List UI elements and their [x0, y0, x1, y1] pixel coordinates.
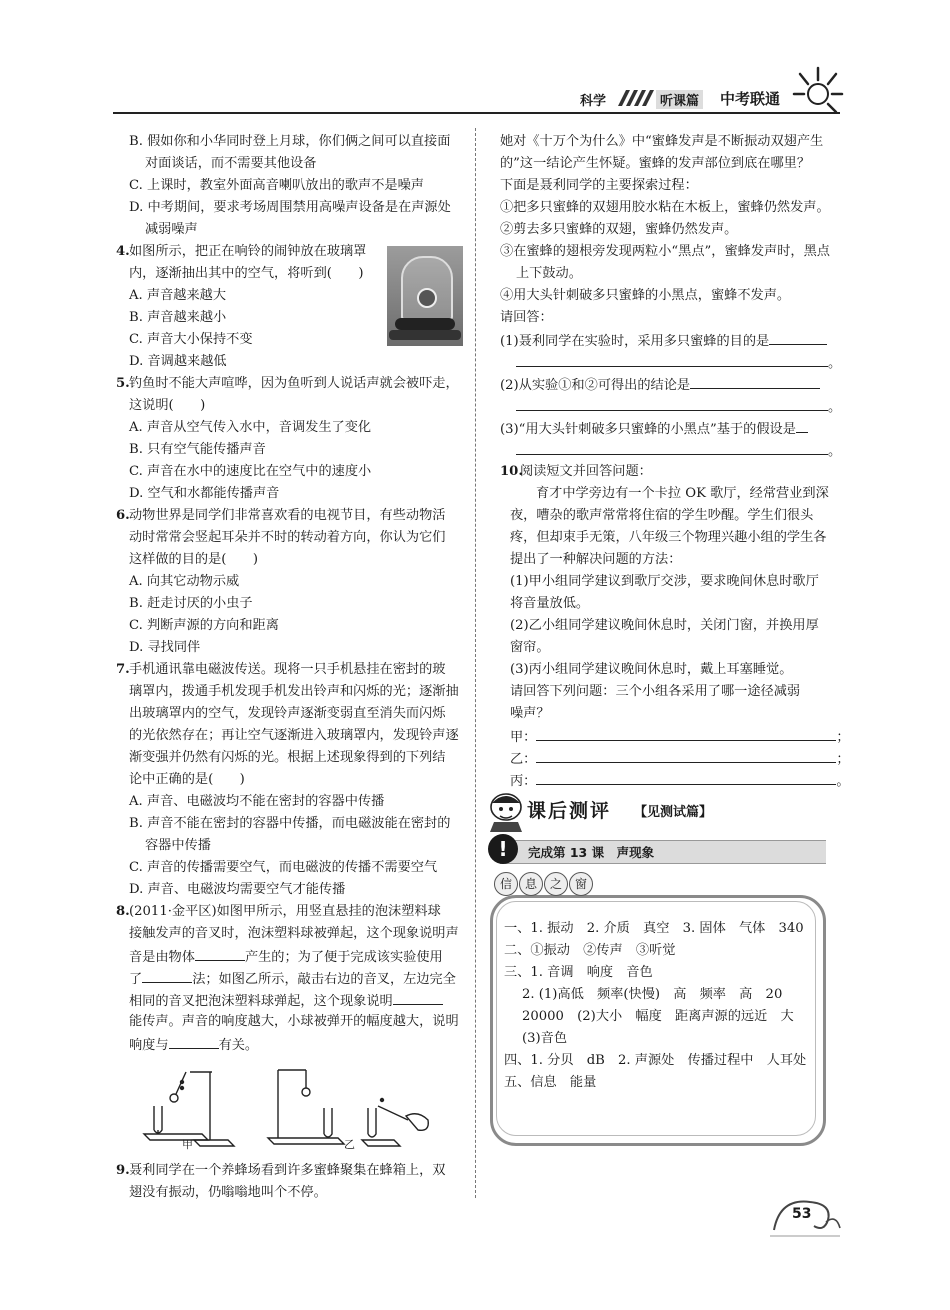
q8-blank-2[interactable]: [142, 967, 192, 983]
q9-sub-2-period: 。: [828, 400, 842, 415]
q3-option-c: C. 上课时，教室外面高音喇叭放出的歌声不是噪声: [129, 178, 424, 193]
info-title-char-2: 息: [519, 872, 543, 896]
q6-option-b: B. 赶走讨厌的小虫子: [129, 596, 253, 611]
q10-line-3: 疼，但却束手无策，八年级三个物理兴趣小组的学生各: [510, 530, 827, 545]
q10-answer-bing-blank[interactable]: [536, 769, 836, 785]
q9-sub-1-period: 。: [828, 356, 842, 371]
q8-number: 8.: [116, 904, 130, 919]
q7-option-c: C. 声音的传播需要空气，而电磁波的传播不需要空气: [129, 860, 438, 875]
q4-option-b: B. 声音越来越小: [129, 310, 227, 325]
q5-stem-2: 这说明( ): [129, 398, 206, 413]
q8-text-a: 音是由物体: [129, 950, 195, 965]
q4-stem-1: 如图所示，把正在响铃的闹钟放在玻璃罩: [129, 244, 367, 259]
q10-line-9: (3)丙小组同学建议晚间休息时，戴上耳塞睡觉。: [510, 662, 793, 677]
q6-stem-3: 这样做的目的是( ): [129, 552, 258, 567]
info-title-char-4: 窗: [569, 872, 593, 896]
q10-line-8: 窗帘。: [510, 640, 550, 655]
q9-step-3: ③在蜜蜂的翅根旁发现两粒小“黑点”，蜜蜂发声时，黑点: [500, 244, 830, 259]
info-line-3: 三、1. 音调 响度 音色: [504, 965, 653, 980]
header-rule: [113, 112, 840, 114]
q9-cont-1: 她对《十万个为什么》中“蜜蜂发声是不断振动双翅产生: [500, 134, 824, 149]
q4-number: 4.: [116, 244, 130, 259]
q5-option-b: B. 只有空气能传播声音: [129, 442, 266, 457]
lesson-banner-text: 完成第 13 课 声现象: [528, 845, 655, 860]
header-subject: 科学: [580, 94, 607, 109]
q10-answer-bing-label: 丙：: [510, 774, 537, 789]
q10-number: 10.: [500, 464, 523, 479]
q10-answer-yi: [510, 747, 850, 771]
q10-answer-yi-label: 乙：: [510, 752, 537, 767]
q10-title: 阅读短文并回答问题：: [520, 464, 652, 479]
q6-number: 6.: [116, 508, 130, 523]
q8-line-5: [129, 989, 443, 1013]
q5-option-d: D. 空气和水都能传播声音: [129, 486, 280, 501]
q7-stem-3: 出玻璃罩内的空气，发现铃声逐渐变弱直至消失而闪烁: [129, 706, 446, 721]
q8-blank-1[interactable]: [195, 945, 245, 961]
q8-line-3: [129, 945, 443, 969]
q9-sub-1: [500, 329, 827, 353]
info-title-char-3: 之: [544, 872, 568, 896]
exclamation-icon: !: [488, 834, 518, 864]
q9-stem-1: 聂利同学在一个养蜂场看到许多蜜蜂聚集在蜂箱上，双: [129, 1163, 446, 1178]
q7-stem-4: 的光依然存在；再让空气逐渐进入玻璃罩内，发现铃声逐: [129, 728, 459, 743]
q5-number: 5.: [116, 376, 130, 391]
q10-line-5: (1)甲小组同学建议到歌厅交涉，要求晚间休息时歌厅: [510, 574, 819, 589]
q10-line-7: (2)乙小组同学建议晚间休息时，关闭门窗，并换用厚: [510, 618, 819, 633]
column-divider: [475, 128, 476, 1198]
alarm-clock-icon: [417, 288, 437, 308]
q7-option-a: A. 声音、电磁波均不能在密封的容器中传播: [129, 794, 385, 809]
q8-line-4: [129, 967, 456, 991]
after-class-title: 课后测评: [527, 800, 612, 822]
q4-option-a: A. 声音越来越大: [129, 288, 227, 303]
info-line-6: (3)音色: [522, 1031, 568, 1046]
q8-line-1: (2011·金平区)如图甲所示，用竖直悬挂的泡沫塑料球: [129, 904, 441, 919]
q10-line-11: 噪声？: [510, 706, 550, 721]
q7-number: 7.: [116, 662, 130, 677]
q9-sub-1-blank[interactable]: [769, 329, 827, 345]
q10-line-6: 将音量放低。: [510, 596, 590, 611]
q8-line-6: 能传声。声音的响度越大，小球被弹开的幅度越大，说明: [129, 1014, 459, 1029]
q3-option-b: B. 假如你和小华同时登上月球，你们俩之间可以直接面: [129, 134, 451, 149]
q8-line-7: [129, 1033, 258, 1057]
info-line-1: 一、1. 振动 2. 介质 真空 3. 固体 气体 340: [504, 921, 804, 936]
q7-stem-6: 论中正确的是( ): [129, 772, 245, 787]
q7-option-b-cont: 容器中传播: [145, 838, 211, 853]
q9-stem-2: 翅没有振动，仍嗡嗡地叫个不停。: [129, 1185, 327, 1200]
q8-text-e: 相同的音叉把泡沫塑料球弹起，这个现象说明: [129, 994, 393, 1009]
q8-text-g: 有关。: [218, 1038, 259, 1053]
q10-answer-yi-blank[interactable]: [536, 747, 836, 763]
q9-sub-3-period: 。: [828, 444, 842, 459]
info-title-char-1: 信: [494, 872, 518, 896]
q10-answer-yi-end: ；: [836, 752, 850, 767]
q9-sub-2-blank-2[interactable]: [516, 395, 828, 411]
q8-text-b: 产生的；为了便于完成该实验使用: [244, 950, 443, 965]
q10-answer-jia: [510, 725, 850, 749]
q7-stem-1: 手机通讯靠电磁波传送。现将一只手机悬挂在密封的玻: [129, 662, 446, 677]
q9-sub-2-blank[interactable]: [690, 373, 820, 389]
q9-cont-2: 的”这一结论产生怀疑。蜜蜂的发声部位到底在哪里？: [500, 156, 811, 171]
info-line-7: 四、1. 分贝 dB 2. 声源处 传播过程中 人耳处: [504, 1053, 807, 1068]
header-series-tag: 听课篇: [656, 90, 703, 109]
q9-sub-1-line2: [516, 351, 841, 375]
info-line-5: 20000 (2)大小 幅度 距离声源的远近 大: [522, 1009, 794, 1024]
bell-jar-photo: [387, 246, 463, 346]
q4-option-c: C. 声音大小保持不变: [129, 332, 253, 347]
q3-option-d: D. 中考期间，要求考场周围禁用高噪声设备是在声源处: [129, 200, 451, 215]
q10-line-1: 育才中学旁边有一个卡拉 OK 歌厅，经常营业到深: [536, 486, 829, 501]
q9-step-3-cont: 上下鼓动。: [516, 266, 582, 281]
q10-answer-jia-blank[interactable]: [536, 725, 836, 741]
q9-number: 9.: [116, 1163, 130, 1178]
q9-sub-2-line2: [516, 395, 841, 419]
q9-sub-3-text: (3)“用大头针刺破多只蜜蜂的小黑点”基于的假设是: [500, 422, 796, 437]
q9-sub-3-line2: [516, 439, 841, 463]
fig-label-jia: 甲: [182, 1138, 193, 1151]
q7-stem-5: 渐变强并仍然有闪烁的光。根据上述现象得到的下列结: [129, 750, 446, 765]
q9-step-4: ④用大头针刺破多只蜜蜂的小黑点，蜜蜂不发声。: [500, 288, 791, 303]
q6-stem-2: 动时常常会竖起耳朵并不时的转动着方向，你认为它们: [129, 530, 446, 545]
q7-option-b: B. 声音不能在密封的容器中传播，而电磁波能在密封的: [129, 816, 451, 831]
q8-text-c: 了: [129, 972, 143, 987]
q6-stem-1: 动物世界是同学们非常喜欢看的电视节目，有些动物活: [129, 508, 446, 523]
q10-line-10: 请回答下列问题：三个小组各采用了哪一途径减弱: [510, 684, 801, 699]
q9-sub-1-blank-2[interactable]: [516, 351, 828, 367]
after-class-note: 【见测试篇】: [634, 805, 713, 820]
info-line-4: 2. (1)高低 频率(快慢) 高 频率 高 20: [522, 987, 783, 1002]
q3-option-d-cont: 减弱噪声: [145, 222, 198, 237]
q10-line-2: 夜，嘈杂的歌声常常将住宿的学生吵醒。学生们很头: [510, 508, 814, 523]
header-stripes-icon: [618, 90, 654, 106]
q9-sub-2: [500, 373, 820, 397]
q8-text-d: 法；如图乙所示，敲击右边的音叉，左边完全: [192, 972, 456, 987]
q9-please-answer: 请回答：: [500, 310, 553, 325]
q10-answer-bing-end: 。: [836, 774, 850, 789]
q9-sub-1-text: (1)聂利同学在实验时，采用多只蜜蜂的目的是: [500, 334, 770, 349]
q9-sub-3-blank-2[interactable]: [516, 439, 828, 455]
q9-step-2: ②剪去多只蜜蜂的双翅，蜜蜂仍然发声。: [500, 222, 738, 237]
q9-sub-3-blank[interactable]: [796, 417, 808, 433]
q4-stem-2: 内，逐渐抽出其中的空气，将听到( ): [129, 266, 364, 281]
q7-stem-2: 璃罩内，拨通手机发现手机发出铃声和闪烁的光；逐渐抽: [129, 684, 459, 699]
q8-blank-3[interactable]: [393, 989, 443, 1005]
q10-line-4: 提出了一种解决问题的方法：: [510, 552, 682, 567]
sun-logo-icon: [788, 66, 844, 116]
q3-option-b-cont: 对面谈话，而不需要其他设备: [145, 156, 317, 171]
q9-cont-3: 下面是聂利同学的主要探索过程：: [500, 178, 698, 193]
q10-answer-jia-end: ；: [836, 730, 850, 745]
fig-label-yi: 乙: [344, 1138, 355, 1151]
q6-option-a: A. 向其它动物示威: [129, 574, 240, 589]
q4-option-d: D. 音调越来越低: [129, 354, 227, 369]
q5-option-a: A. 声音从空气传入水中，音调发生了变化: [129, 420, 372, 435]
q10-answer-jia-label: 甲：: [510, 730, 537, 745]
header-brand: 中考联通: [720, 90, 781, 108]
q8-blank-4[interactable]: [169, 1033, 219, 1049]
q6-option-d: D. 寻找同伴: [129, 640, 201, 655]
info-line-8: 五、信息 能量: [504, 1075, 597, 1090]
q7-option-d: D. 声音、电磁波均需要空气才能传播: [129, 882, 346, 897]
q5-stem-1: 钓鱼时不能大声喧哗，因为鱼听到人说话声就会被吓走，: [129, 376, 459, 391]
info-line-2: 二、①振动 ②传声 ③听觉: [504, 943, 676, 958]
q9-sub-3: [500, 417, 808, 441]
q9-sub-2-text: (2)从实验①和②可得出的结论是: [500, 378, 691, 393]
page-number: 53: [792, 1206, 812, 1222]
cartoon-student-icon: [484, 789, 526, 833]
q6-option-c: C. 判断声源的方向和距离: [129, 618, 279, 633]
q5-option-c: C. 声音在水中的速度比在空气中的速度小: [129, 464, 372, 479]
q10-answer-bing: [510, 769, 850, 793]
q8-text-f: 响度与: [129, 1038, 169, 1053]
q8-line-2: 接触发声的音叉时，泡沫塑料球被弹起，这个现象说明声: [129, 926, 459, 941]
q9-step-1: ①把多只蜜蜂的双翅用胶水粘在木板上，蜜蜂仍然发声。: [500, 200, 830, 215]
